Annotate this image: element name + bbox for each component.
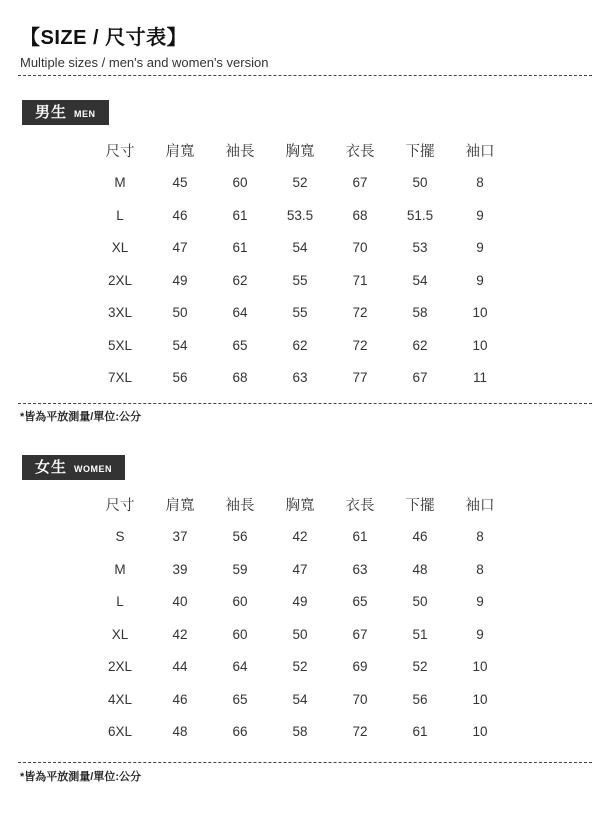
men-footnote: *皆為平放測量/單位:公分 bbox=[20, 411, 141, 423]
column-header: 袖長 bbox=[225, 497, 255, 514]
measurement-cell: 47 bbox=[292, 561, 308, 577]
measurement-cell: 61 bbox=[232, 240, 248, 256]
men-badge bbox=[22, 100, 109, 125]
measurement-cell: 51.5 bbox=[406, 207, 434, 223]
measurement-cell: 48 bbox=[412, 561, 428, 577]
table-row bbox=[90, 329, 510, 362]
column-header: 肩寬 bbox=[165, 497, 195, 514]
size-chart-page bbox=[0, 25, 610, 784]
size-cell: S bbox=[115, 529, 125, 545]
measurement-cell: 52 bbox=[412, 659, 428, 675]
measurement-cell: 9 bbox=[476, 240, 484, 256]
table-header-row bbox=[90, 134, 510, 167]
measurement-cell: 8 bbox=[476, 175, 484, 191]
measurement-cell: 42 bbox=[172, 626, 188, 642]
measurement-cell: 8 bbox=[476, 561, 484, 577]
measurement-cell: 8 bbox=[476, 529, 484, 545]
measurement-cell: 72 bbox=[352, 724, 368, 740]
measurement-cell: 50 bbox=[172, 305, 188, 321]
column-header: 尺寸 bbox=[105, 497, 135, 514]
column-header: 衣長 bbox=[345, 143, 375, 160]
measurement-cell: 72 bbox=[352, 305, 368, 321]
column-header: 下擺 bbox=[405, 497, 435, 514]
measurement-cell: 65 bbox=[232, 691, 248, 707]
measurement-cell: 64 bbox=[232, 659, 248, 675]
table-row bbox=[90, 651, 510, 684]
size-cell: M bbox=[114, 175, 126, 191]
table-row bbox=[90, 683, 510, 716]
measurement-cell: 10 bbox=[472, 305, 488, 321]
table-row bbox=[90, 586, 510, 619]
column-header: 下擺 bbox=[405, 143, 435, 160]
measurement-cell: 40 bbox=[172, 594, 188, 610]
men-badge-label-zh: 男生 bbox=[35, 104, 68, 121]
measurement-cell: 54 bbox=[292, 691, 308, 707]
table-row bbox=[90, 618, 510, 651]
men-section bbox=[18, 76, 592, 424]
measurement-cell: 61 bbox=[412, 724, 428, 740]
table-row bbox=[90, 264, 510, 297]
measurement-cell: 59 bbox=[232, 561, 248, 577]
table-row bbox=[90, 553, 510, 586]
measurement-cell: 39 bbox=[172, 561, 188, 577]
column-header: 胸寬 bbox=[285, 497, 315, 514]
table-row bbox=[90, 232, 510, 265]
measurement-cell: 46 bbox=[172, 207, 188, 223]
measurement-cell: 53.5 bbox=[286, 207, 314, 223]
size-cell: 5XL bbox=[107, 337, 133, 353]
women-footnote: *皆為平放測量/單位:公分 bbox=[20, 771, 141, 783]
measurement-cell: 56 bbox=[412, 691, 428, 707]
measurement-cell: 77 bbox=[352, 370, 368, 386]
measurement-cell: 56 bbox=[172, 370, 188, 386]
measurement-cell: 68 bbox=[352, 207, 368, 223]
table-row bbox=[90, 521, 510, 554]
measurement-cell: 48 bbox=[172, 724, 188, 740]
measurement-cell: 55 bbox=[292, 305, 308, 321]
measurement-cell: 50 bbox=[412, 175, 428, 191]
measurement-cell: 10 bbox=[472, 659, 488, 675]
table-row bbox=[90, 716, 510, 749]
column-header: 衣長 bbox=[345, 497, 375, 514]
measurement-cell: 65 bbox=[352, 594, 368, 610]
measurement-cell: 63 bbox=[292, 370, 308, 386]
measurement-cell: 46 bbox=[412, 529, 428, 545]
measurement-cell: 61 bbox=[232, 207, 248, 223]
men-badge-label-en: MEN bbox=[74, 109, 96, 119]
column-header: 袖口 bbox=[465, 143, 495, 160]
women-size-table bbox=[90, 488, 510, 748]
measurement-cell: 50 bbox=[412, 594, 428, 610]
size-cell: XL bbox=[111, 626, 129, 642]
measurement-cell: 72 bbox=[352, 337, 368, 353]
measurement-cell: 11 bbox=[472, 370, 487, 386]
measurement-cell: 9 bbox=[476, 207, 484, 223]
size-cell: 7XL bbox=[107, 370, 133, 386]
measurement-cell: 67 bbox=[352, 626, 368, 642]
column-header: 肩寬 bbox=[165, 143, 195, 160]
measurement-cell: 71 bbox=[352, 272, 368, 288]
table-row bbox=[90, 167, 510, 200]
column-header: 尺寸 bbox=[105, 143, 135, 160]
size-cell: M bbox=[114, 561, 126, 577]
measurement-cell: 58 bbox=[292, 724, 308, 740]
measurement-cell: 42 bbox=[292, 529, 308, 545]
measurement-cell: 50 bbox=[292, 626, 308, 642]
measurement-cell: 10 bbox=[472, 691, 488, 707]
measurement-cell: 60 bbox=[232, 626, 248, 642]
measurement-cell: 55 bbox=[292, 272, 308, 288]
table-row bbox=[90, 297, 510, 330]
measurement-cell: 65 bbox=[232, 337, 248, 353]
measurement-cell: 9 bbox=[476, 626, 484, 642]
measurement-cell: 60 bbox=[232, 175, 248, 191]
measurement-cell: 54 bbox=[172, 337, 188, 353]
measurement-cell: 47 bbox=[172, 240, 188, 256]
measurement-cell: 67 bbox=[412, 370, 428, 386]
measurement-cell: 54 bbox=[412, 272, 428, 288]
measurement-cell: 70 bbox=[352, 240, 368, 256]
measurement-cell: 46 bbox=[172, 691, 188, 707]
divider-women-bottom bbox=[18, 762, 592, 763]
size-cell: 2XL bbox=[107, 659, 133, 675]
table-header-row bbox=[90, 488, 510, 521]
measurement-cell: 63 bbox=[352, 561, 368, 577]
women-badge-label-en: WOMEN bbox=[74, 464, 113, 474]
measurement-cell: 67 bbox=[352, 175, 368, 191]
measurement-cell: 54 bbox=[292, 240, 308, 256]
measurement-cell: 9 bbox=[476, 272, 484, 288]
column-header: 袖口 bbox=[465, 497, 495, 514]
measurement-cell: 70 bbox=[352, 691, 368, 707]
page-title: 【SIZE / 尺寸表】 bbox=[20, 27, 188, 49]
measurement-cell: 69 bbox=[352, 659, 368, 675]
size-cell: 6XL bbox=[107, 724, 133, 740]
measurement-cell: 49 bbox=[292, 594, 308, 610]
size-cell: 2XL bbox=[107, 272, 133, 288]
measurement-cell: 61 bbox=[352, 529, 368, 545]
measurement-cell: 66 bbox=[232, 724, 248, 740]
men-size-table bbox=[90, 134, 510, 394]
measurement-cell: 58 bbox=[412, 305, 428, 321]
size-cell: L bbox=[116, 594, 124, 610]
measurement-cell: 49 bbox=[172, 272, 188, 288]
measurement-cell: 64 bbox=[232, 305, 248, 321]
size-cell: 3XL bbox=[107, 305, 133, 321]
page-subtitle: Multiple sizes / men's and women's version bbox=[20, 55, 269, 70]
measurement-cell: 10 bbox=[472, 337, 488, 353]
measurement-cell: 62 bbox=[412, 337, 428, 353]
table-row bbox=[90, 199, 510, 232]
measurement-cell: 62 bbox=[292, 337, 308, 353]
measurement-cell: 60 bbox=[232, 594, 248, 610]
measurement-cell: 44 bbox=[172, 659, 188, 675]
size-cell: XL bbox=[111, 240, 129, 256]
measurement-cell: 37 bbox=[172, 529, 188, 545]
table-row bbox=[90, 362, 510, 395]
measurement-cell: 51 bbox=[412, 626, 428, 642]
measurement-cell: 45 bbox=[172, 175, 188, 191]
women-badge bbox=[22, 455, 125, 480]
measurement-cell: 62 bbox=[232, 272, 248, 288]
measurement-cell: 53 bbox=[412, 240, 428, 256]
size-cell: L bbox=[116, 207, 124, 223]
column-header: 袖長 bbox=[225, 143, 255, 160]
measurement-cell: 9 bbox=[476, 594, 484, 610]
measurement-cell: 56 bbox=[232, 529, 248, 545]
column-header: 胸寬 bbox=[285, 143, 315, 160]
measurement-cell: 68 bbox=[232, 370, 248, 386]
measurement-cell: 52 bbox=[292, 175, 308, 191]
women-badge-label-zh: 女生 bbox=[35, 459, 68, 476]
measurement-cell: 10 bbox=[472, 724, 488, 740]
measurement-cell: 52 bbox=[292, 659, 308, 675]
women-section bbox=[18, 424, 592, 784]
divider-men-bottom bbox=[18, 403, 592, 404]
size-cell: 4XL bbox=[107, 691, 133, 707]
